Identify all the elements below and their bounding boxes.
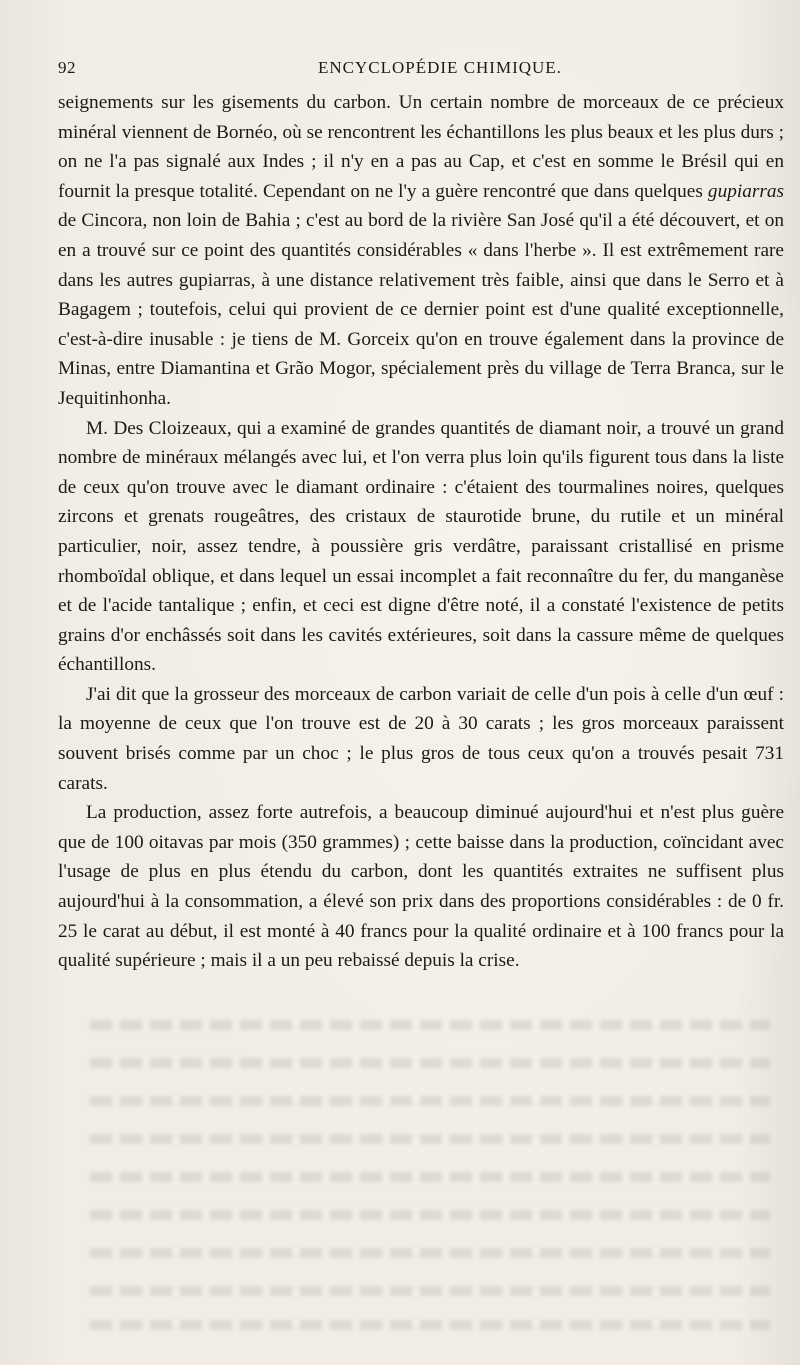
running-header xyxy=(58,58,760,82)
emphasized-term: gupiarras xyxy=(707,180,784,202)
page-number: 92 xyxy=(58,58,76,77)
paragraph: J'ai dit que la grosseur des morceaux de carbon variait de celle d'un pois à celle d'un œuf : la moyenne de ceux que l'on trouve est de 20 à 30 carats ; les gros morceaux paraissent souvent brisés comme par un choc ; le plus gros de tous ceux qu'on a trouvés pesait 731 carats. xyxy=(58,683,784,794)
paragraph-text: de Cincora, non loin de Bahia ; c'est au bord de la rivière San José qu'il a été découvert, et on en a trouvé sur ce point des quantités considérables « dans l'herbe ». Il est extrêmement rare dans les autres gupiarras, à une distance relativement très faible, ainsi que dans le Serro et à Bagagem ; toutefois, celui qui provient de ce dernier point est d'une qualité exceptionnelle, c'est-à-dire inusable : je tiens de M. Gorceix qu'on en trouve également dans la province de Minas, entre Diamantina et Grão Mogor, spécialement près du village de Terra Branca, sur le Jequitinhonha. xyxy=(58,210,784,409)
paragraph: La production, assez forte autrefois, a beaucoup diminué aujourd'hui et n'est plus guère que de 100 oitavas par mois (350 grammes) ; cette baisse dans la production, coïncidant avec l'usage de plus en plus étendu du carbon, dont les quantités extraites ne suffisent plus aujourd'hui à la consommation, a élevé son prix dans des proportions considérables : de 0 fr. 25 le carat au début, il est monté à 40 francs pour la qualité ordinaire et à 100 francs pour la qualité supérieure ; mais il a un peu rebaissé depuis la crise. xyxy=(58,802,784,972)
paragraph xyxy=(58,88,784,414)
paragraph-text: seignements sur les gisements du carbon. Un certain nombre de morceaux de ce précieux minéral viennent de Bornéo, où se rencontrent les échantillons les plus beaux et les plus durs ; on ne l'a pas signalé aux Indes ; il n'y en a pas au Cap, et c'est en somme le Brésil qui en fournit la presque totalité. Cependant on ne l'y a guère rencontré que dans quelques xyxy=(58,92,784,202)
body-text xyxy=(58,88,784,976)
paragraph: M. Des Cloizeaux, qui a examiné de grandes quantités de diamant noir, a trouvé un grand nombre de minéraux mélangés avec lui, et l'on verra plus loin qu'ils figurent tous dans la liste de ceux qu'on trouve avec le diamant ordinaire : c'étaient des tourmalines noires, quelques zircons et grenats rougeâtres, des cristaux de staurotide brune, du rutile et un minéral particulier, noir, assez tendre, à poussière gris verdâtre, paraissant cristallisé en prisme rhomboïdal oblique, et dans lequel un essai incomplet a fait reconnaître du fer, du manganèse et de l'acide tantalique ; enfin, et ceci est digne d'être noté, il a constaté l'existence de petits grains d'or enchâssés soit dans les cavités extérieures, soit dans la cassure même de quelques échantillons. xyxy=(58,417,784,676)
running-title: ENCYCLOPÉDIE CHIMIQUE. xyxy=(318,58,562,77)
